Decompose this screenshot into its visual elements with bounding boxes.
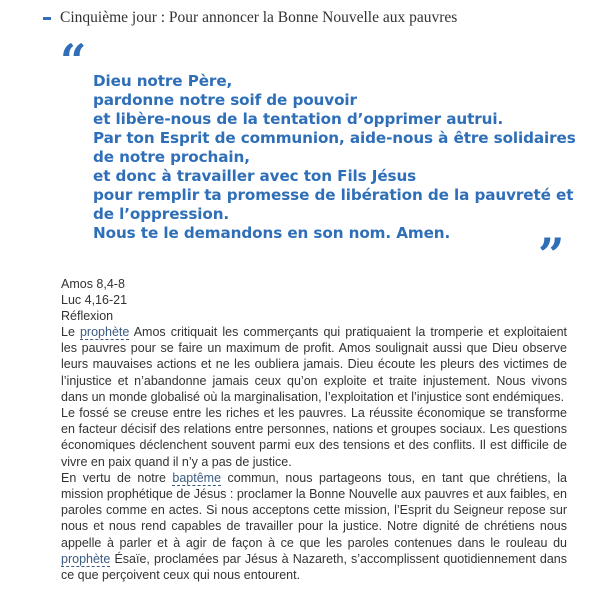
- prayer-line: pardonne notre soif de pouvoir: [93, 91, 357, 109]
- prayer-line: pour remplir ta promesse de libération de la pauvreté et: [93, 186, 574, 204]
- prayer-line: et donc à travailler avec ton Fils Jésus: [93, 167, 417, 185]
- prayer-line: de notre prochain,: [93, 148, 250, 166]
- open-quote-icon: “: [60, 34, 87, 88]
- paragraph: Le fossé se creuse entre les riches et les pauvres. La réussite économique se transforme en facteur décisif des relations entre personnes, nations et groupes sociaux. Les questions économiques déclenchent souvent parmi eux des tensions et des conflits. Il est difficile de vivre en paix quand il n’y a pas de justice.: [61, 406, 567, 469]
- paragraph: En vertu de notre baptême commun, nous partageons tous, en tant que chrétiens, la mission prophétique de Jésus : proclamer la Bonne Nouvelle aux pauvres et aux faibles, en paroles comme en actes. Si nous acceptons cette mission, l’Esprit du Seigneur repose sur nous et nous rend capables de travailler pour la justice. Notre dignité de chrétiens nous appelle à parler et à agir de façon à ce que les paroles contenues dans le rouleau du prophète Ésaïe, proclamées par Jésus à Nazareth, s’accomplissent quotidiennement dans ce que perçoivent ceux qui nous entourent.: [61, 470, 567, 583]
- paragraph: Le prophète Amos critiquait les commerçants qui pratiquaient la tromperie et exploitaient les pauvres pour se faire un maximum de profit. Amos soulignait aussi que Dieu observe leurs mauvaises actions et ne les oubliera jamais. Dieu écoute les pleurs des victimes de l’injustice et n’abandonne jamais ceux qu’on exploite et traite injustement. Nous vivons dans un monde globalisé où la marginalisation, l’exploitation et l’injustice sont endémiques.: [61, 325, 567, 404]
- glossary-term-bapteme[interactable]: baptême: [172, 470, 222, 485]
- prayer-line: Nous te le demandons en son nom. Amen.: [93, 224, 451, 242]
- prayer-line: Par ton Esprit de communion, aide-nous à être solidaires: [93, 129, 576, 147]
- prayer-line: de l’oppression.: [93, 205, 230, 223]
- prayer-line: Dieu notre Père,: [93, 72, 233, 90]
- reference-luc: Luc 4,16-21: [61, 293, 128, 307]
- reference-amos: Amos 8,4-8: [61, 277, 125, 291]
- prayer-line: et libère-nous de la tentation d’opprimer autrui.: [93, 110, 504, 128]
- section-title: Cinquième jour : Pour annoncer la Bonne Nouvelle aux pauvres: [60, 9, 458, 26]
- glossary-term-prophete[interactable]: prophète: [79, 325, 130, 339]
- bullet-dash-icon: [43, 17, 51, 20]
- close-quote-icon: ”: [538, 228, 565, 282]
- glossary-term-prophete[interactable]: prophète: [61, 551, 111, 566]
- scripture-references: [61, 276, 127, 324]
- section-header: [43, 9, 457, 27]
- prayer-quote: [93, 72, 576, 243]
- reflection-body: [61, 324, 567, 583]
- reflection-heading: Réflexion: [61, 309, 114, 323]
